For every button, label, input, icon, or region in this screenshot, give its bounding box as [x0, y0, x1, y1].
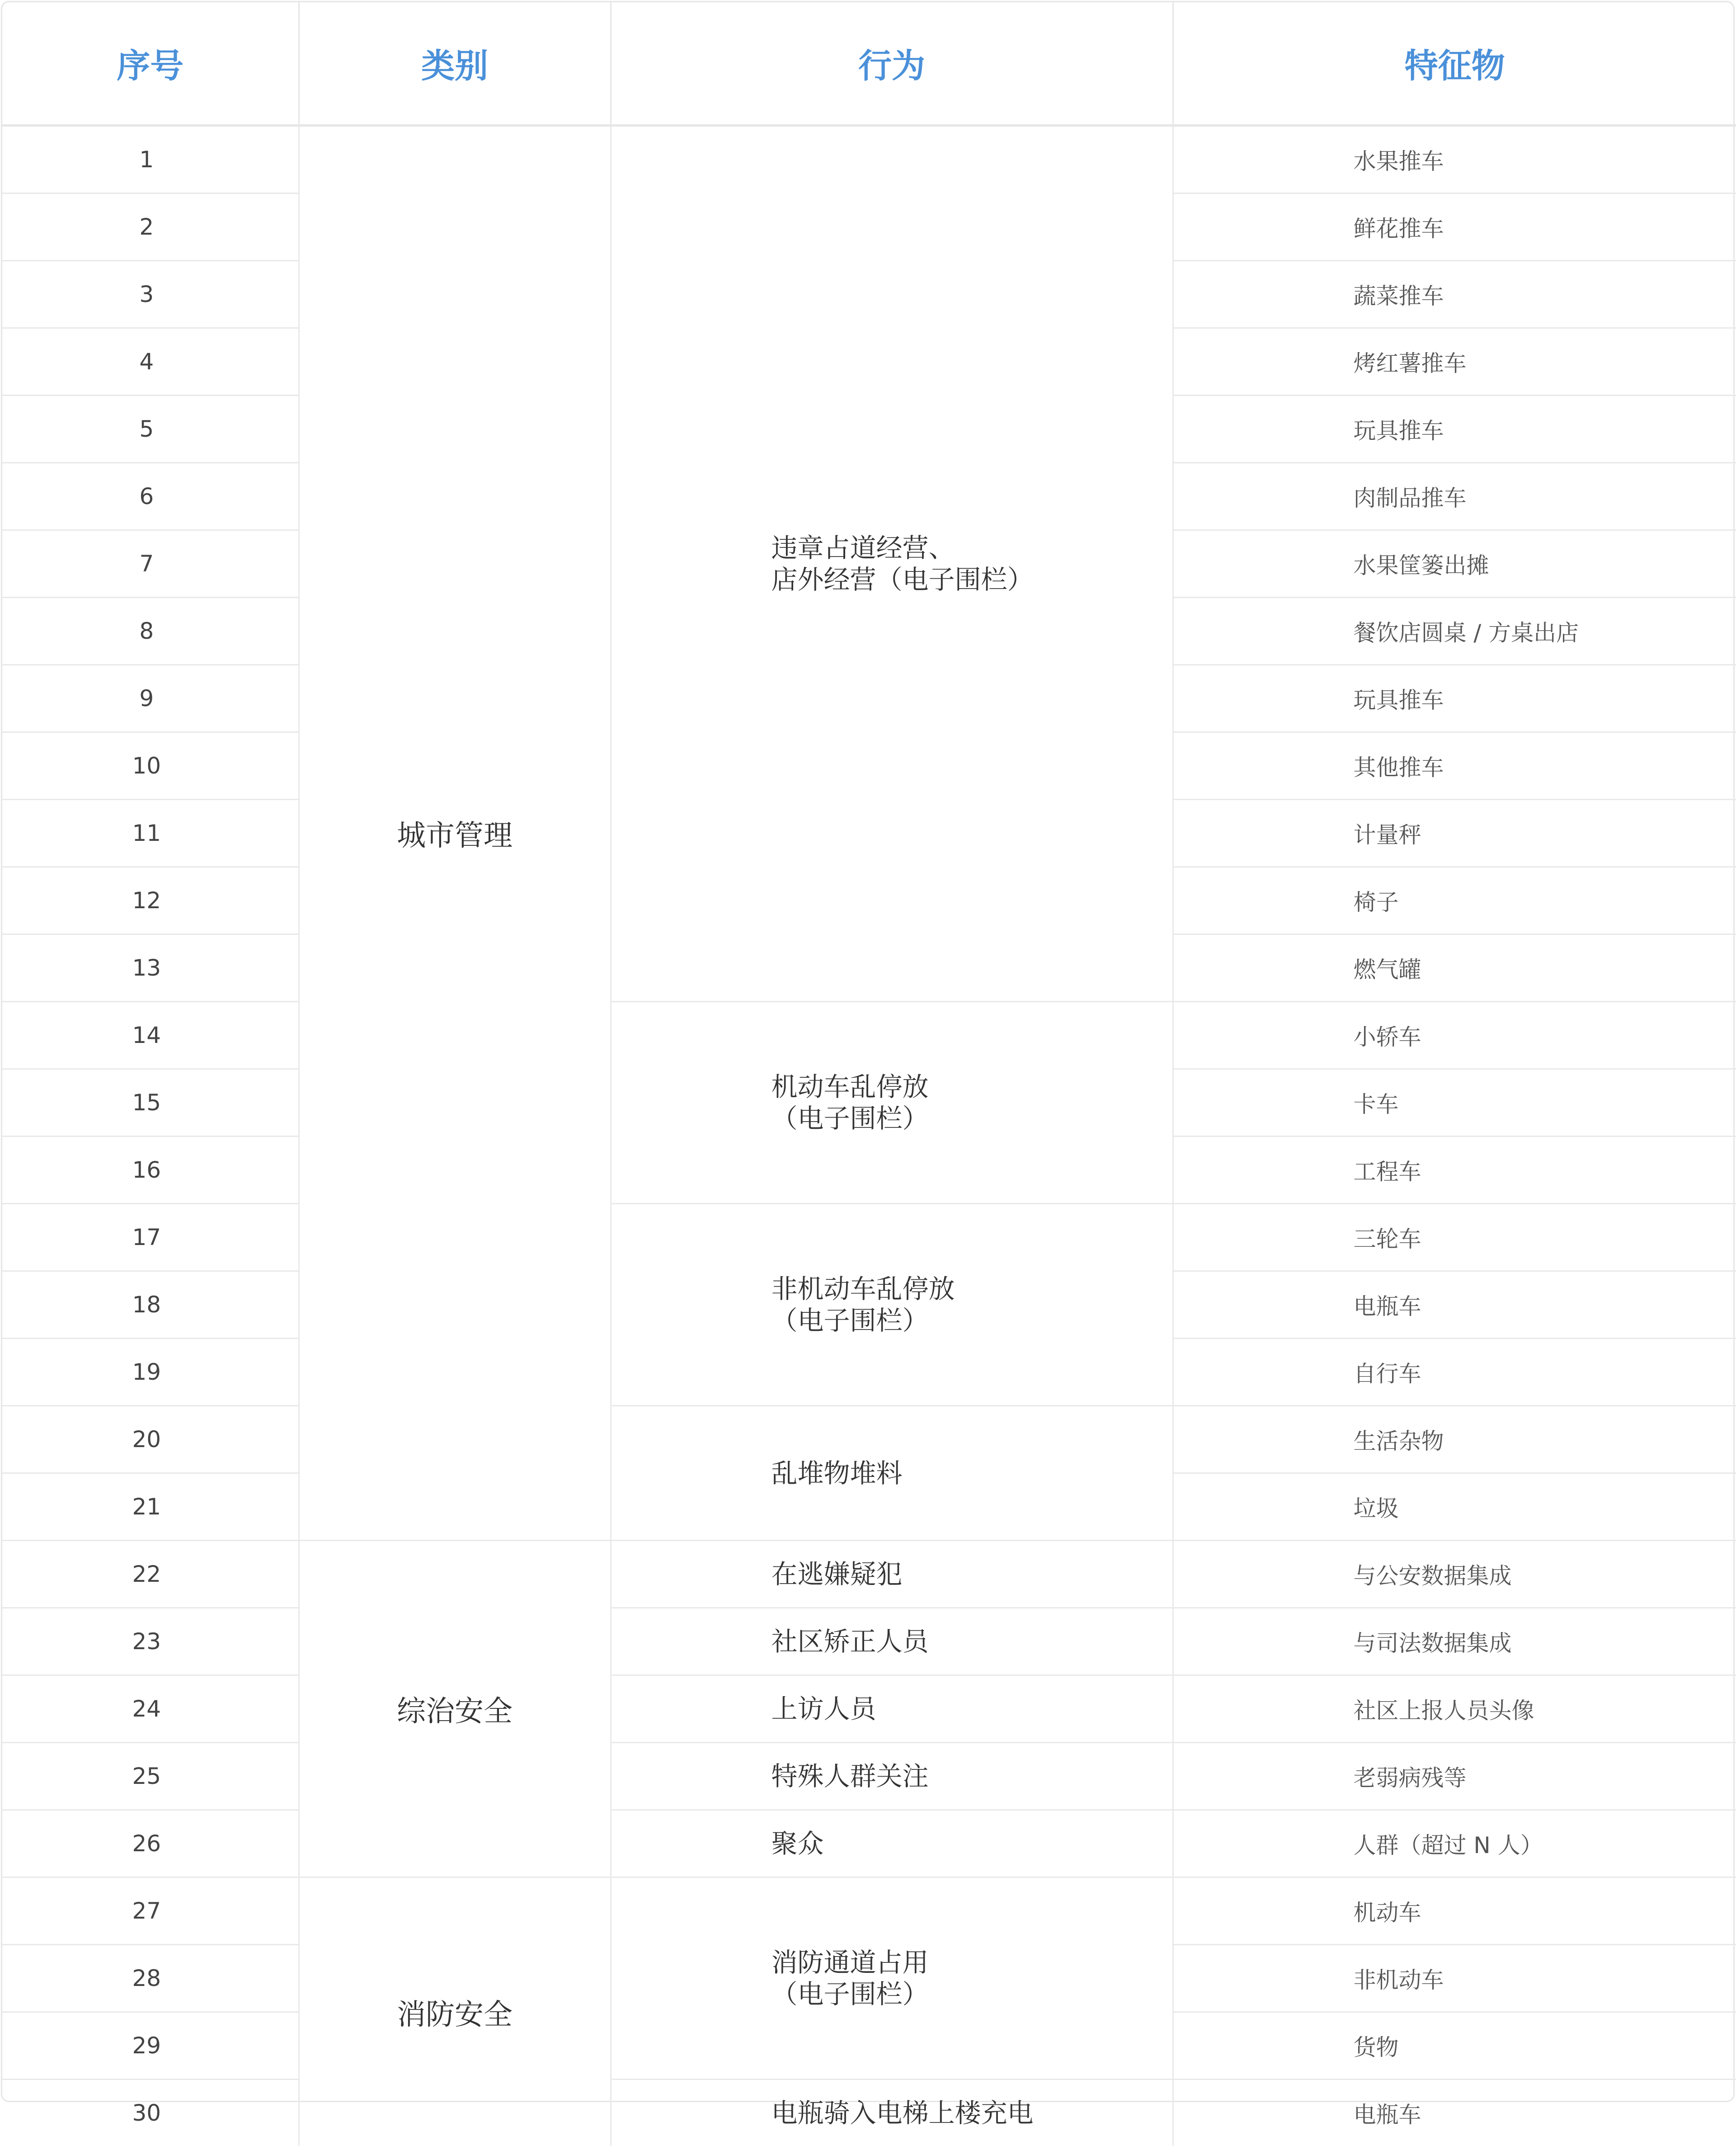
- header-number: 序号: [2, 2, 299, 126]
- feature-cell: 工程车: [1173, 1137, 1736, 1204]
- feature-table-container: [1, 1, 1735, 2102]
- behavior-cell: 在逃嫌疑犯: [611, 1541, 1173, 1608]
- feature-cell: 自行车: [1173, 1339, 1736, 1406]
- table-row: [2, 2080, 1736, 2146]
- table-row: [2, 1743, 1736, 1810]
- feature-cell: 卡车: [1173, 1069, 1736, 1137]
- feature-cell: 货物: [1173, 2012, 1736, 2080]
- behavior-cell: 上访人员: [611, 1675, 1173, 1743]
- feature-cell: 燃气罐: [1173, 934, 1736, 1002]
- table-row: [2, 1541, 1736, 1608]
- feature-cell: 椅子: [1173, 867, 1736, 934]
- table-row: [2, 126, 1736, 193]
- feature-table: [2, 2, 1736, 2146]
- row-number: 22: [2, 1541, 299, 1608]
- feature-cell: 其他推车: [1173, 732, 1736, 800]
- row-number: 28: [2, 1945, 299, 2012]
- behavior-cell: 消防通道占用 （电子围栏）: [611, 1877, 1173, 2080]
- feature-cell: 玩具推车: [1173, 396, 1736, 463]
- feature-cell: 机动车: [1173, 1877, 1736, 1945]
- feature-cell: 餐饮店圆桌 / 方桌出店: [1173, 598, 1736, 665]
- row-number: 2: [2, 193, 299, 261]
- feature-cell: 肉制品推车: [1173, 463, 1736, 530]
- category-cell: 消防安全: [299, 1877, 611, 2146]
- behavior-cell: 非机动车乱停放 （电子围栏）: [611, 1204, 1173, 1406]
- feature-cell: 蔬菜推车: [1173, 261, 1736, 328]
- row-number: 17: [2, 1204, 299, 1271]
- behavior-cell: 乱堆物堆料: [611, 1406, 1173, 1541]
- feature-cell: 玩具推车: [1173, 665, 1736, 732]
- table-row: [2, 1810, 1736, 1877]
- row-number: 26: [2, 1810, 299, 1877]
- row-number: 11: [2, 800, 299, 867]
- table-row: [2, 1608, 1736, 1675]
- feature-cell: 垃圾: [1173, 1473, 1736, 1541]
- row-number: 7: [2, 530, 299, 598]
- row-number: 20: [2, 1406, 299, 1473]
- feature-cell: 水果推车: [1173, 126, 1736, 193]
- row-number: 14: [2, 1002, 299, 1069]
- feature-cell: 非机动车: [1173, 1945, 1736, 2012]
- row-number: 18: [2, 1271, 299, 1339]
- feature-cell: 烤红薯推车: [1173, 328, 1736, 396]
- behavior-cell: 社区矫正人员: [611, 1608, 1173, 1675]
- feature-cell: 水果筐篓出摊: [1173, 530, 1736, 598]
- row-number: 21: [2, 1473, 299, 1541]
- table-row: [2, 1002, 1736, 1069]
- behavior-cell: 违章占道经营、 店外经营（电子围栏）: [611, 126, 1173, 1002]
- row-number: 12: [2, 867, 299, 934]
- row-number: 1: [2, 126, 299, 193]
- table-row: [2, 1675, 1736, 1743]
- row-number: 8: [2, 598, 299, 665]
- table-row: [2, 1406, 1736, 1473]
- header-feature: 特征物: [1173, 2, 1736, 126]
- behavior-cell: 特殊人群关注: [611, 1743, 1173, 1810]
- feature-cell: 生活杂物: [1173, 1406, 1736, 1473]
- header-row: [2, 2, 1736, 126]
- table-row: [2, 1877, 1736, 1945]
- row-number: 25: [2, 1743, 299, 1810]
- row-number: 6: [2, 463, 299, 530]
- feature-cell: 三轮车: [1173, 1204, 1736, 1271]
- table-body: [2, 126, 1736, 2146]
- row-number: 13: [2, 934, 299, 1002]
- row-number: 10: [2, 732, 299, 800]
- row-number: 24: [2, 1675, 299, 1743]
- header-category: 类别: [299, 2, 611, 126]
- feature-cell: 社区上报人员头像: [1173, 1675, 1736, 1743]
- row-number: 15: [2, 1069, 299, 1137]
- row-number: 27: [2, 1877, 299, 1945]
- row-number: 4: [2, 328, 299, 396]
- row-number: 19: [2, 1339, 299, 1406]
- category-cell: 城市管理: [299, 126, 611, 1541]
- category-cell: 综治安全: [299, 1541, 611, 1877]
- behavior-cell: 聚众: [611, 1810, 1173, 1877]
- behavior-cell: 机动车乱停放 （电子围栏）: [611, 1002, 1173, 1204]
- header-behavior: 行为: [611, 2, 1173, 126]
- row-number: 30: [2, 2080, 299, 2146]
- feature-cell: 电瓶车: [1173, 2080, 1736, 2146]
- feature-cell: 小轿车: [1173, 1002, 1736, 1069]
- row-number: 23: [2, 1608, 299, 1675]
- feature-cell: 电瓶车: [1173, 1271, 1736, 1339]
- table-row: [2, 1204, 1736, 1271]
- row-number: 5: [2, 396, 299, 463]
- row-number: 29: [2, 2012, 299, 2080]
- behavior-cell: 电瓶骑入电梯上楼充电: [611, 2080, 1173, 2146]
- feature-cell: 与司法数据集成: [1173, 1608, 1736, 1675]
- row-number: 16: [2, 1137, 299, 1204]
- row-number: 9: [2, 665, 299, 732]
- feature-cell: 计量秤: [1173, 800, 1736, 867]
- feature-cell: 与公安数据集成: [1173, 1541, 1736, 1608]
- feature-cell: 鲜花推车: [1173, 193, 1736, 261]
- feature-cell: 老弱病残等: [1173, 1743, 1736, 1810]
- feature-cell: 人群（超过 N 人）: [1173, 1810, 1736, 1877]
- row-number: 3: [2, 261, 299, 328]
